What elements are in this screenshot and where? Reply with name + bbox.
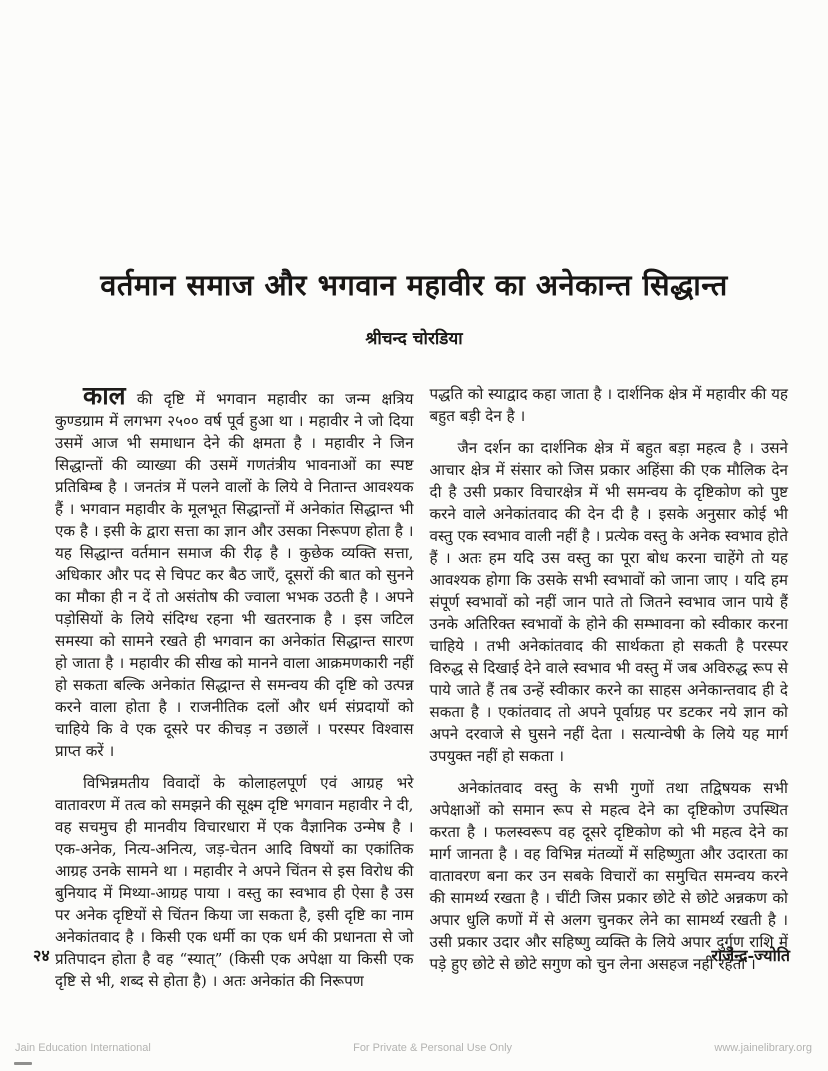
- page-number: २४: [33, 946, 50, 965]
- right-column: [430, 383, 789, 1002]
- paragraph: विभिन्नमतीय विवादों के कोलाहलपूर्ण एवं आग्रह भरे वातावरण में तत्व को समझने की सूक्ष्म दृष्टि भगवान महावीर ने दी, वह सचमुच ही मानवीय विचारधारा में एक वैज्ञानिक उन्मेष है । एक-अनेक, नित्य-अनित्य, जड़-चेतन आदि विषयों का एकांतिक आग्रह उनके सामने था । महावीर ने अपने चिंतन से इस विरोध की बुनियाद में मिथ्या-आग्रह पाया । वस्तु का स्वभाव ही ऐसा है उस पर अनेक दृष्टियों से चिंतन किया जा सकता है, इसी दृष्टि का नाम अनेकांतवाद है । किसी एक धर्मी का एक धर्म की प्रधानता से जो प्रतिपादन होता है वह “स्यात्” (किसी एक अपेक्षा या किसी एक दृष्टि से भी, शब्द से होता है) । अतः अनेकांत की निरूपण: [55, 774, 414, 990]
- scan-footer-url: www.jainelibrary.org: [714, 1042, 812, 1054]
- paragraph: जैन दर्शन का दार्शनिक क्षेत्र में बहुत बड़ा महत्व है । उसने आचार क्षेत्र में संसार को जिस प्रकार अहिंसा की एक मौलिक देन दी है उसी प्रकार विचारक्षेत्र में भी समन्वय के दृष्टिकोण को पुष्ट करने वाले अनेकांतवाद की देन दी है । इसके अनुसार कोई भी वस्तु एक स्वभाव वाली नहीं है । प्रत्येक वस्तु के अनेक स्वभाव होते हैं । अतः हम यदि उस वस्तु का पूरा बोध करना चाहेंगे तो यह आवश्यक होगा कि उसके सभी स्वभावों को जाना जाए । यदि हम संपूर्ण स्वभावों को नहीं जान पाते तो जितने स्वभाव जान पाये हैं उनके अतिरिक्त स्वभावों के होने की सम्भावना को स्वीकार करना चाहिये । तभी अनेकांतवाद की सार्थकता हो सकती है परस्पर विरुद्ध से दिखाई देने वाले स्वभाव भी वस्तु में जब अविरुद्ध रूप से पाये जाते हैं तब उन्हें स्वीकार करने का साहस अनेकान्तवाद ही दे सकता है । एकांतवाद तो अपने पूर्वाग्रह पर डटकर नये ज्ञान को अपने दरवाजे से घुसने नहीं देता । सत्यान्वेषी के लिये यह मार्ग उपयुक्त नहीं हो सकता ।: [429, 439, 788, 765]
- left-column: [55, 383, 414, 1002]
- scan-footer: [15, 1042, 812, 1054]
- article-author: श्रीचन्द चोरडिया: [365, 329, 463, 349]
- article-body: [55, 383, 788, 1002]
- lead-word: काल: [83, 381, 126, 410]
- scan-footer-left: Jain Education International: [15, 1042, 151, 1054]
- paragraph: अनेकांतवाद वस्तु के सभी गुणों तथा तद्विषयक सभी अपेक्षाओं को समान रूप से महत्व देने का दृष्टिकोण उपस्थित करता है । फलस्वरूप वह दूसरे दृष्टिकोण को भी महत्व देने का मार्ग जानता है । वह विभिन्न मंतव्यों में सहिष्णुता और उदारता का वातावरण बना कर उन सबके विचारों का समुचित समन्वय करने की सामर्थ्य रखता है । चींटी जिस प्रकार छोटे से छोटे अन्नकण को अपार धुलि कणों में से अलग चुनकर लेने का सामर्थ्य रखती है । उसी प्रकार उदार और सहिष्णु व्यक्ति के लिये अपार दुर्गुण राशि में पड़े हुए छोटे से छोटे सगुण को चुन लेना असहज नहीं रहता ।: [429, 779, 788, 973]
- scan-corner-mark: [14, 1062, 32, 1065]
- paragraph: [55, 383, 414, 762]
- paragraph-text: की दृष्टि में भगवान महावीर का जन्म क्षत्रिय कुण्डग्राम में लगभग २५०० वर्ष पूर्व हुआ था । महावीर ने जो दिया उसमें आज भी समाधान देने की क्षमता है । महावीर ने जिन सिद्धान्तों की व्याख्या की उसमें गणतंत्रीय भावनाओं का स्पष्ट प्रतिबिम्ब है । जनतंत्र में पलने वालों के लिये वे नितान्त आवश्यक हैं । भगवान महावीर के मूलभूत सिद्धान्तों में अनेकांत सिद्धान्त भी एक है । इसी के द्वारा सत्ता का ज्ञान और उसका निरूपण होता है । यह सिद्धान्त वर्तमान समाज की रीढ़ है । कुछेक व्यक्ति सत्ता, अधिकार और पद से चिपट कर बैठ जाएँ, दूसरों की बात को सुनने का मौका ही न दें तो असंतोष की ज्वाला भभक उठती है । अपने पड़ोसियों के लिये संदिग्ध रहना भी खतरनाक है । इस जटिल समस्या को सामने रखते ही भगवान का अनेकांत सिद्धान्त सारण हो जाता है । महावीर की सीख को मानने वाला आक्रमणकारी नहीं हो सकता बल्कि अनेकांत सिद्धान्त से समन्वय की दृष्टि को उत्पन्न करने वाला होता है । राजनीतिक दलों और धर्म संप्रदायों को चाहिये कि वे एक दूसरे पर कीचड़ न उछालें । परस्पर विश्वास प्राप्त करें ।: [55, 390, 414, 760]
- paragraph: पद्धति को स्याद्वाद कहा जाता है । दार्शनिक क्षेत्र में महावीर की यह बहुत बड़ी देन है ।: [429, 385, 788, 425]
- scan-footer-center: For Private & Personal Use Only: [353, 1042, 513, 1054]
- article-title: वर्तमान समाज और भगवान महावीर का अनेकान्त सिद्धान्त: [100, 268, 728, 303]
- journal-name: राजेन्द्र-ज्योति: [711, 946, 790, 965]
- page-footer: [33, 944, 790, 966]
